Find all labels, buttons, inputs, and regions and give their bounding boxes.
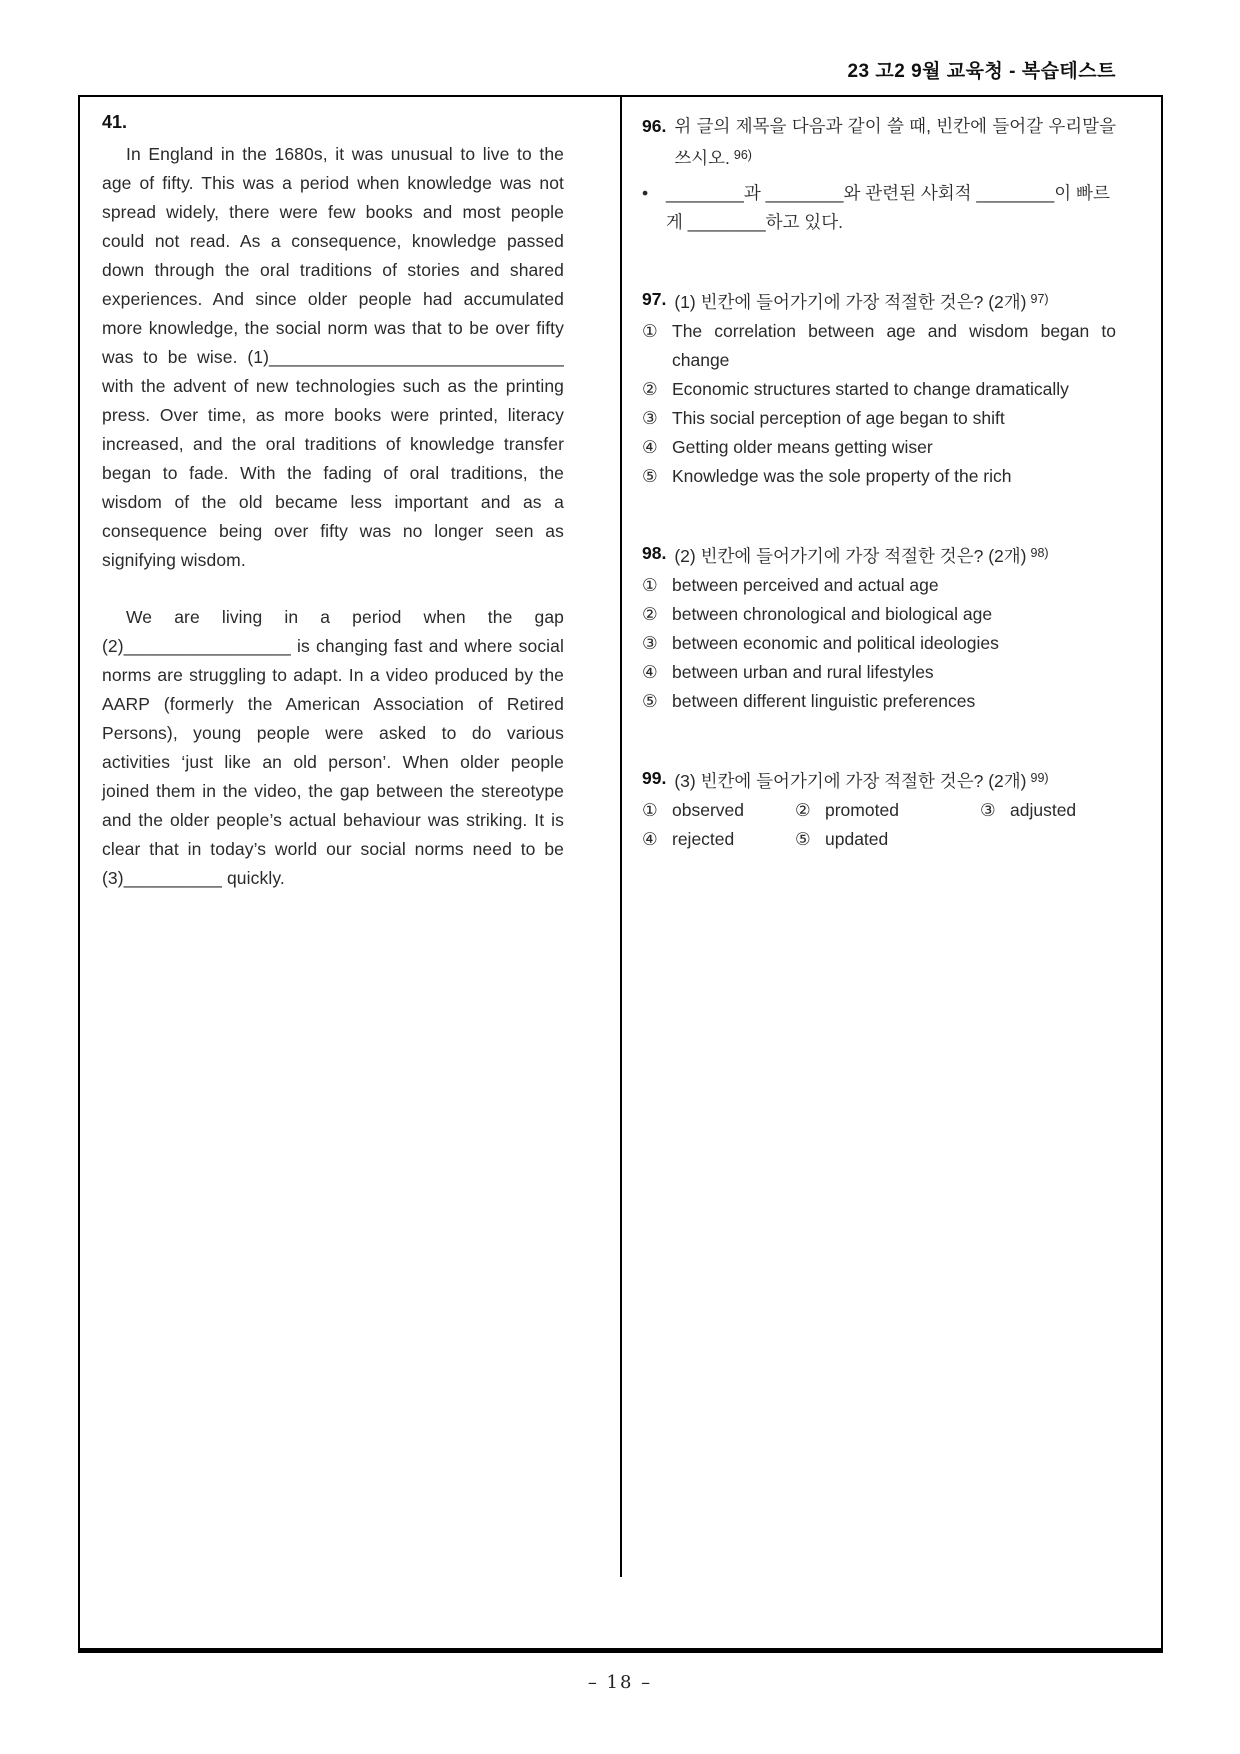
question-99-text bbox=[674, 764, 1116, 796]
column-divider bbox=[620, 97, 622, 1577]
option-4-marker: ④ bbox=[642, 829, 658, 849]
option-3-marker: ③ bbox=[642, 408, 658, 428]
passage-paragraph-1: In England in the 1680s, it was unusual to live to the age of fifty. This was a period when knowledge was not spread widely, there were few books and most people could not read. As a consequence, knowledge passed down through the oral traditions of stories and shared experiences. And since older people had accumulated more knowledge, the social norm was that to be over fifty was to be wise. (1)______________________________ with the advent of new technologies such as the printing press. Over time, as more books were printed, literacy increased, and the oral traditions of knowledge transfer began to fade. With the fading of oral traditions, the wisdom of the old became less important and as a consequence being over fifty was no longer seen as signifying wisdom. bbox=[102, 144, 564, 570]
option-3-label: between economic and political ideologies bbox=[672, 633, 999, 653]
question-99 bbox=[642, 764, 1116, 854]
question-97-prompt: (1) 빈칸에 들어가기에 가장 적절한 것은? (2개) bbox=[674, 292, 1027, 312]
question-97 bbox=[642, 285, 1116, 491]
option-2-label: between chronological and biological age bbox=[672, 604, 993, 624]
option-row bbox=[642, 571, 1116, 600]
option-5-label: between different linguistic preferences bbox=[672, 691, 976, 711]
question-98-number: 98. bbox=[642, 543, 667, 563]
page-number: – 18 – bbox=[587, 1672, 653, 1693]
left-column bbox=[102, 112, 564, 893]
question-99-header bbox=[642, 764, 1116, 796]
option-row bbox=[642, 629, 1116, 658]
question-99-number: 99. bbox=[642, 768, 667, 788]
option-2-marker: ② bbox=[642, 379, 658, 399]
bullet-icon: • bbox=[642, 183, 649, 203]
option-3-marker: ③ bbox=[642, 633, 658, 653]
question-41-number: 41. bbox=[102, 112, 128, 132]
option-2-marker: ② bbox=[795, 800, 811, 820]
option-1-marker: ① bbox=[642, 321, 658, 341]
option-row bbox=[980, 796, 1116, 825]
passage-paragraph-2: We are living in a period when the gap (2)_________________ is changing fast and where social norms are struggling to adapt. In a video produced by the AARP (formerly the American Association of Retired Persons), young people were asked to do various activities ‘just like an old person’. When older people joined them in the video, the gap between the stereotype and the older people’s actual behaviour was striking. It is clear that in today’s world our social norms need to be (3)__________ quickly. bbox=[102, 607, 564, 888]
option-1-marker: ① bbox=[642, 575, 658, 595]
question-98-options bbox=[642, 571, 1116, 716]
option-1-label: between perceived and actual age bbox=[672, 575, 939, 595]
option-row bbox=[642, 658, 1116, 687]
option-4-label: between urban and rural lifestyles bbox=[672, 662, 934, 682]
question-99-options bbox=[642, 796, 1116, 854]
option-row bbox=[642, 404, 1116, 433]
question-98-footnote: 98) bbox=[1030, 546, 1049, 560]
option-row bbox=[795, 796, 980, 825]
question-96-footnote: 96) bbox=[733, 148, 752, 162]
option-row bbox=[795, 825, 980, 854]
question-96-number: 96. bbox=[642, 116, 667, 136]
question-96-prompt: 위 글의 제목을 다음과 같이 쓸 때, 빈칸에 들어갈 우리말을 쓰시오. bbox=[674, 116, 1116, 168]
question-98-text bbox=[674, 539, 1116, 571]
option-2-marker: ② bbox=[642, 604, 658, 624]
option-3-label: adjusted bbox=[1010, 800, 1077, 820]
question-99-footnote: 99) bbox=[1030, 771, 1049, 785]
question-99-prompt: (3) 빈칸에 들어가기에 가장 적절한 것은? (2개) bbox=[674, 771, 1027, 791]
question-98-prompt: (2) 빈칸에 들어가기에 가장 적절한 것은? (2개) bbox=[674, 546, 1027, 566]
question-97-options bbox=[642, 317, 1116, 491]
question-98 bbox=[642, 539, 1116, 716]
option-5-label: Knowledge was the sole property of the rich bbox=[672, 466, 1012, 486]
question-98-header bbox=[642, 539, 1116, 571]
option-row bbox=[642, 375, 1116, 404]
question-96-answer-line bbox=[642, 179, 1116, 237]
question-96-blank-sentence: ________과 ________와 관련된 사회적 ________이 빠르게 ________하고 있다. bbox=[666, 183, 1110, 232]
option-3-marker: ③ bbox=[980, 800, 996, 820]
option-1-marker: ① bbox=[642, 800, 658, 820]
question-97-footnote: 97) bbox=[1030, 292, 1049, 306]
option-row bbox=[642, 600, 1116, 629]
question-96-text bbox=[674, 112, 1116, 173]
option-5-marker: ⑤ bbox=[795, 829, 811, 849]
option-row bbox=[642, 462, 1116, 491]
option-row bbox=[642, 687, 1116, 716]
option-1-label: observed bbox=[672, 800, 744, 820]
passage bbox=[102, 140, 564, 893]
option-row bbox=[642, 317, 1116, 375]
question-96-header bbox=[642, 112, 1116, 173]
right-column bbox=[642, 112, 1116, 854]
option-3-label: This social perception of age began to shift bbox=[672, 408, 1005, 428]
option-2-label: Economic structures started to change dramatically bbox=[672, 379, 1069, 399]
option-4-marker: ④ bbox=[642, 437, 658, 457]
option-5-marker: ⑤ bbox=[642, 691, 658, 711]
option-4-label: Getting older means getting wiser bbox=[672, 437, 933, 457]
option-4-marker: ④ bbox=[642, 662, 658, 682]
option-row bbox=[642, 796, 795, 825]
question-96 bbox=[642, 112, 1116, 237]
option-5-label: updated bbox=[825, 829, 889, 849]
option-5-marker: ⑤ bbox=[642, 466, 658, 486]
question-97-number: 97. bbox=[642, 289, 667, 309]
option-row bbox=[642, 825, 795, 854]
question-97-header bbox=[642, 285, 1116, 317]
page-title: 23 고2 9월 교육청 - 복습테스트 bbox=[847, 61, 1116, 82]
option-2-label: promoted bbox=[825, 800, 899, 820]
option-4-label: rejected bbox=[672, 829, 735, 849]
option-1-label: The correlation between age and wisdom began to change bbox=[672, 321, 1116, 370]
option-row bbox=[642, 433, 1116, 462]
question-97-text bbox=[674, 285, 1116, 317]
